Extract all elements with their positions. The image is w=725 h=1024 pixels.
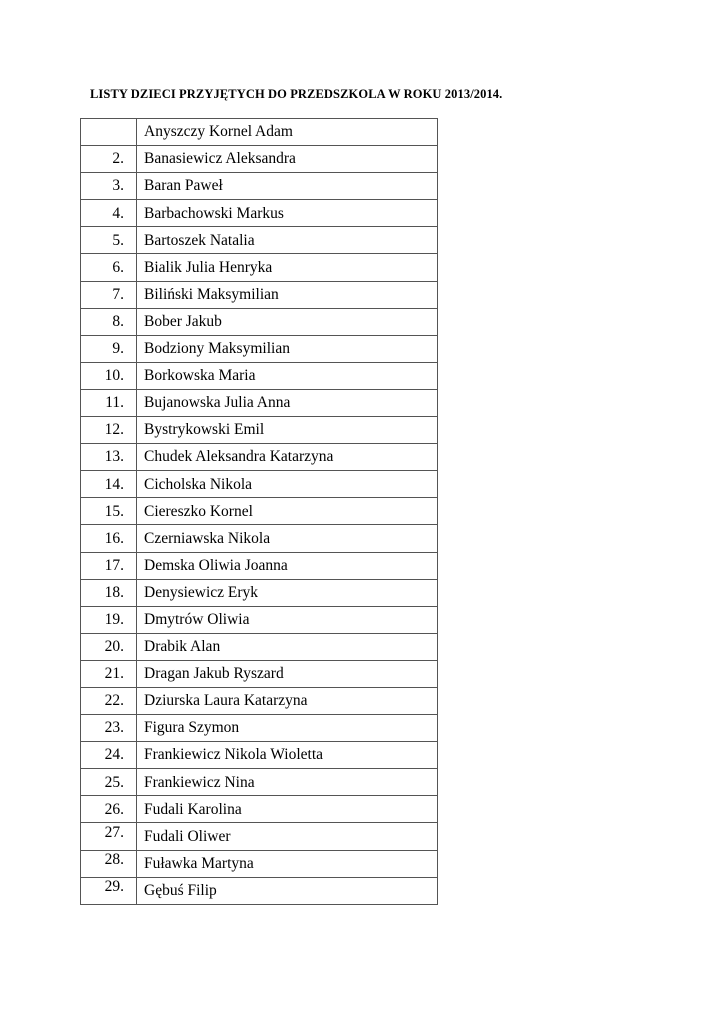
- child-name: Fudali Oliwer: [137, 823, 438, 850]
- child-name: Banasiewicz Aleksandra: [137, 146, 438, 173]
- table-row: [81, 254, 438, 281]
- row-number: 12.: [104, 421, 124, 439]
- child-name: Denysiewicz Eryk: [137, 579, 438, 606]
- child-name: Demska Oliwia Joanna: [137, 552, 438, 579]
- row-number-cell: [81, 823, 137, 850]
- child-name: Figura Szymon: [137, 715, 438, 742]
- table-row: [81, 471, 438, 498]
- table-row: [81, 552, 438, 579]
- table-row: [81, 579, 438, 606]
- row-number: 19.: [104, 610, 124, 628]
- child-name: Fudali Karolina: [137, 796, 438, 823]
- row-number-cell: [81, 335, 137, 362]
- table-row: [81, 796, 438, 823]
- row-number-cell: [81, 362, 137, 389]
- table-row: [81, 308, 438, 335]
- table-row: [81, 417, 438, 444]
- row-number-cell: [81, 579, 137, 606]
- row-number-cell: [81, 525, 137, 552]
- table-row: [81, 389, 438, 416]
- table-row: [81, 606, 438, 633]
- table-row: [81, 444, 438, 471]
- child-name: Fuławka Martyna: [137, 850, 438, 877]
- child-name: Bujanowska Julia Anna: [137, 389, 438, 416]
- row-number: 2.: [112, 150, 124, 168]
- row-number: 25.: [104, 773, 124, 791]
- row-number-cell: [81, 308, 137, 335]
- table-row: [81, 823, 438, 850]
- row-number: 15.: [104, 502, 124, 520]
- row-number-cell: [81, 281, 137, 308]
- row-number: 26.: [104, 800, 124, 818]
- child-name: Ciereszko Kornel: [137, 498, 438, 525]
- children-list-table: [80, 118, 438, 905]
- row-number-cell: [81, 389, 137, 416]
- row-number-cell: [81, 119, 137, 146]
- table-row: [81, 281, 438, 308]
- child-name: Bodziony Maksymilian: [137, 335, 438, 362]
- row-number: 23.: [104, 719, 124, 737]
- row-number-cell: [81, 660, 137, 687]
- row-number: 16.: [104, 529, 124, 547]
- table-row: [81, 769, 438, 796]
- child-name: Gębuś Filip: [137, 877, 438, 904]
- child-name: Frankiewicz Nikola Wioletta: [137, 742, 438, 769]
- table-row: [81, 200, 438, 227]
- row-number-cell: [81, 471, 137, 498]
- table-row: [81, 687, 438, 714]
- child-name: Frankiewicz Nina: [137, 769, 438, 796]
- row-number-cell: [81, 877, 137, 904]
- table-row: [81, 742, 438, 769]
- row-number: 10.: [104, 367, 124, 385]
- table-row: [81, 173, 438, 200]
- row-number: 11.: [105, 394, 124, 412]
- row-number-cell: [81, 742, 137, 769]
- row-number: 21.: [104, 665, 124, 683]
- row-number: 7.: [112, 285, 124, 303]
- row-number-cell: [81, 796, 137, 823]
- table-row: [81, 227, 438, 254]
- row-number: 22.: [104, 692, 124, 710]
- row-number: 17.: [104, 556, 124, 574]
- row-number-cell: [81, 498, 137, 525]
- row-number-cell: [81, 417, 137, 444]
- table-row: [81, 850, 438, 877]
- table-row: [81, 498, 438, 525]
- row-number-cell: [81, 444, 137, 471]
- child-name: Anyszczy Kornel Adam: [137, 119, 438, 146]
- row-number: 5.: [112, 231, 124, 249]
- row-number-cell: [81, 715, 137, 742]
- child-name: Bystrykowski Emil: [137, 417, 438, 444]
- child-name: Dziurska Laura Katarzyna: [137, 687, 438, 714]
- children-list-body: [81, 119, 438, 905]
- row-number: 24.: [104, 746, 124, 764]
- row-number-cell: [81, 552, 137, 579]
- table-row: [81, 146, 438, 173]
- row-number: 14.: [104, 475, 124, 493]
- child-name: Borkowska Maria: [137, 362, 438, 389]
- row-number-cell: [81, 633, 137, 660]
- child-name: Bialik Julia Henryka: [137, 254, 438, 281]
- table-row: [81, 525, 438, 552]
- row-number-cell: [81, 769, 137, 796]
- child-name: Drabik Alan: [137, 633, 438, 660]
- row-number: 6.: [112, 258, 124, 276]
- row-number: 29.: [104, 877, 124, 895]
- child-name: Dmytrów Oliwia: [137, 606, 438, 633]
- child-name: Bober Jakub: [137, 308, 438, 335]
- row-number: 13.: [104, 448, 124, 466]
- row-number: 8.: [112, 312, 124, 330]
- row-number: 9.: [112, 340, 124, 358]
- table-row: [81, 119, 438, 146]
- row-number-cell: [81, 146, 137, 173]
- page-title: LISTY DZIECI PRZYJĘTYCH DO PRZEDSZKOLA W ROKU 2013/2014.: [90, 87, 503, 101]
- row-number: 18.: [104, 583, 124, 601]
- row-number-cell: [81, 200, 137, 227]
- child-name: Chudek Aleksandra Katarzyna: [137, 444, 438, 471]
- row-number-cell: [81, 687, 137, 714]
- table-row: [81, 877, 438, 904]
- row-number-cell: [81, 254, 137, 281]
- row-number-cell: [81, 227, 137, 254]
- row-number: 3.: [112, 177, 124, 195]
- child-name: Barbachowski Markus: [137, 200, 438, 227]
- row-number-cell: [81, 850, 137, 877]
- child-name: Biliński Maksymilian: [137, 281, 438, 308]
- child-name: Baran Paweł: [137, 173, 438, 200]
- row-number-cell: [81, 173, 137, 200]
- child-name: Cicholska Nikola: [137, 471, 438, 498]
- table-row: [81, 633, 438, 660]
- child-name: Bartoszek Natalia: [137, 227, 438, 254]
- child-name: Dragan Jakub Ryszard: [137, 660, 438, 687]
- row-number-cell: [81, 606, 137, 633]
- row-number: 4.: [112, 204, 124, 222]
- table-row: [81, 660, 438, 687]
- row-number: 28.: [104, 850, 124, 868]
- table-row: [81, 715, 438, 742]
- table-row: [81, 335, 438, 362]
- child-name: Czerniawska Nikola: [137, 525, 438, 552]
- table-row: [81, 362, 438, 389]
- row-number: 20.: [104, 638, 124, 656]
- row-number: 27.: [104, 823, 124, 841]
